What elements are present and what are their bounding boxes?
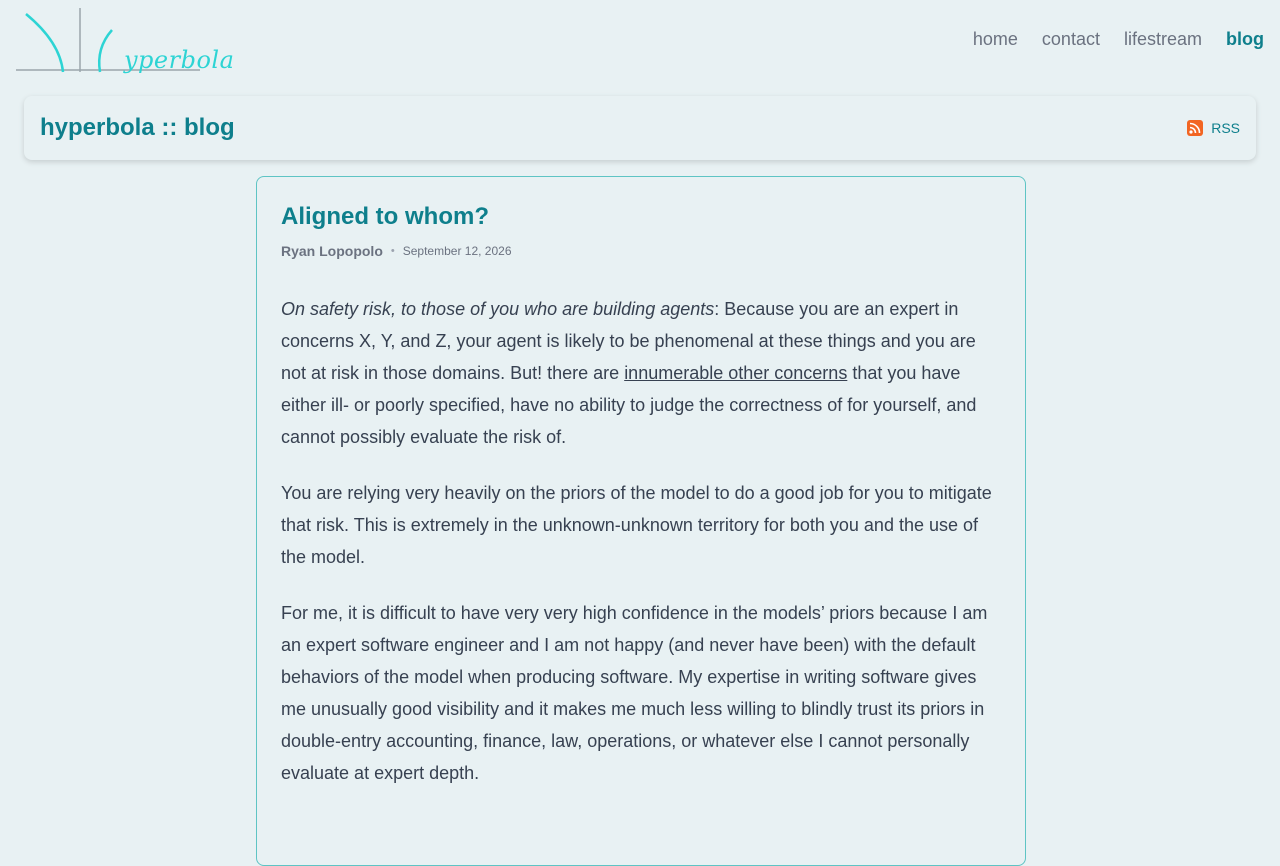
nav-item-contact[interactable]: contact [1041,29,1100,49]
post-emphasis: On safety risk, to those of you who are building agents [281,299,715,319]
post-author: Ryan Lopopolo [281,243,383,259]
nav-item-lifestream[interactable]: lifestream [1123,29,1202,49]
main-nav [973,29,1264,50]
blog-post [256,176,1026,866]
top-bar [0,0,1280,80]
blog-title[interactable]: hyperbola :: blog [40,114,235,141]
nav-item-home[interactable]: home [972,29,1018,49]
post-paragraph-1 [281,293,1001,453]
innumerable-concerns-link[interactable]: innumerable other concerns [624,363,848,383]
post-title: Aligned to whom? [281,203,489,230]
rss-label: RSS [1211,120,1240,136]
post-paragraph-2: You are relying very heavily on the priors of the model to do a good job for you to mitigate that risk. This is extremely in the unknown-unknown territory for both you and the use of the model. [281,483,992,567]
rss-link[interactable] [1187,120,1240,136]
paragraph-text: that you have either ill- or poorly specified, have no ability to judge the correctness of for yourself, and cannot possibly evaluate the risk of. [281,363,977,447]
site-logo[interactable] [16,8,235,74]
meta-separator: • [390,245,395,257]
post-paragraph-3: For me, it is difficult to have very very high confidence in the models’ priors because I am an expert software engineer and I am not happy (and never have been) with the default behaviors of the model when producing software. My expertise in writing software gives me unusually good visibility and it makes me much less willing to blindly trust its priors in double-entry accounting, finance, law, operations, or whatever else I cannot personally evaluate at expert depth. [281,603,988,783]
paragraph-text: : Because you are an expert in concerns X, Y, and Z, your agent is likely to be phenomenal at these things and you are not at risk in those domains. But! there are [281,299,976,383]
rss-icon [1187,120,1203,136]
post-meta [281,243,1001,259]
nav-item-blog[interactable]: blog [1226,29,1264,49]
blog-header [24,96,1256,160]
logo-wordmark: yperbola [124,46,235,74]
post-date: September 12, 2026 [402,244,512,258]
